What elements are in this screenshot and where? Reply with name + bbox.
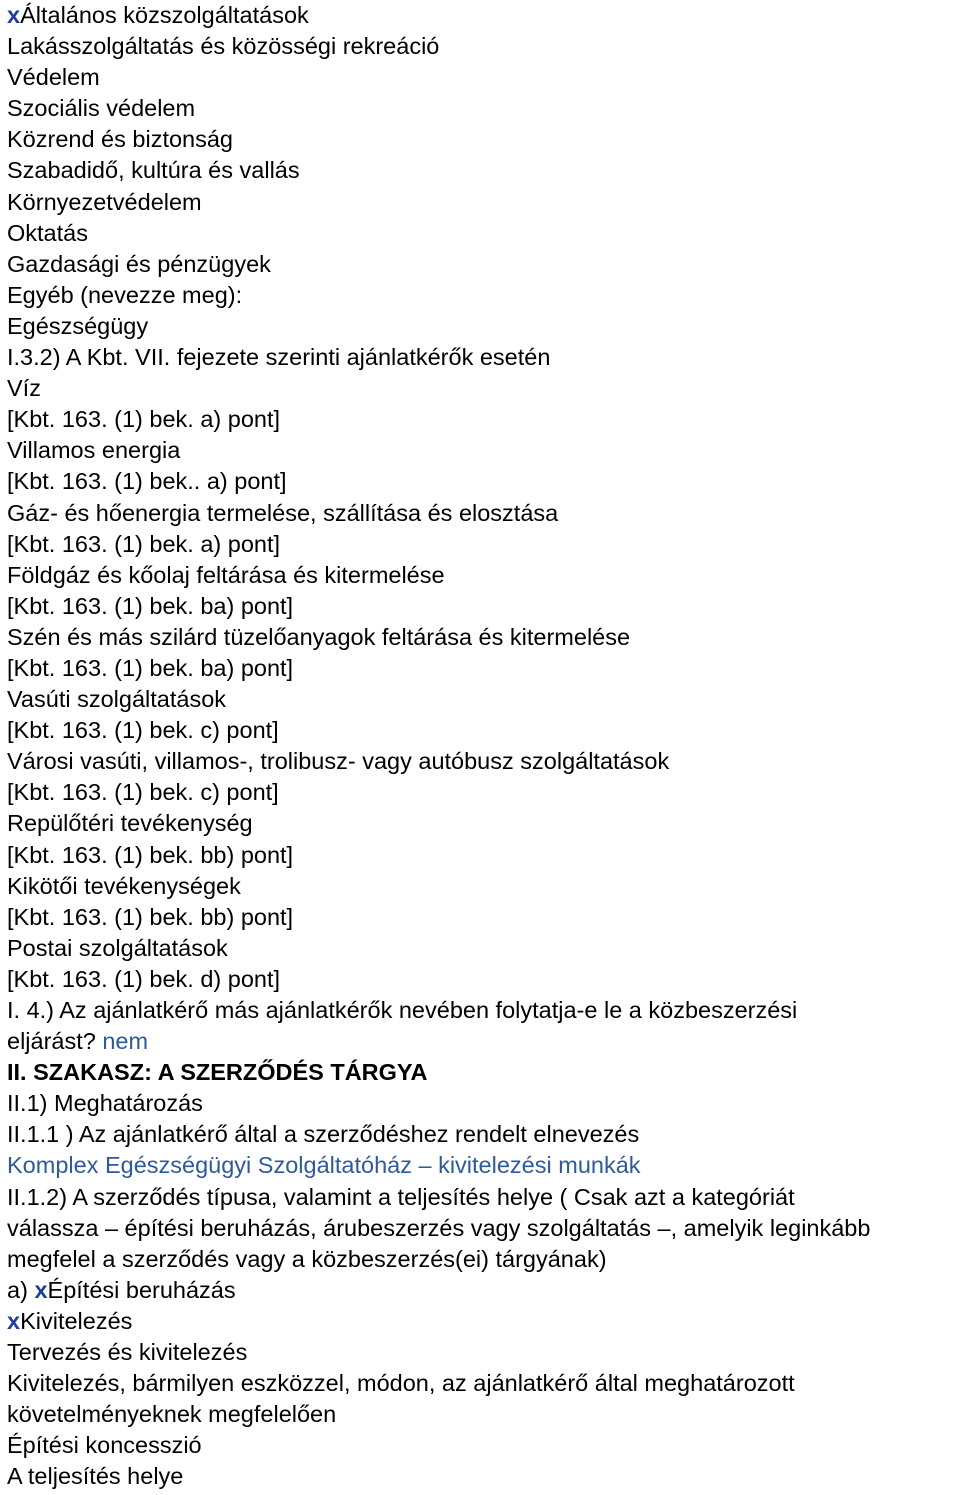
line-text: Általános közszolgáltatások (20, 2, 309, 28)
document-line (7, 1088, 960, 1119)
line-text: II.1.2) A szerződés típusa, valamint a teljesítés helye ( Csak azt a kategóriát (7, 1183, 795, 1210)
line-text: [Kbt. 163. (1) bek.. a) pont] (7, 468, 287, 495)
document-line (7, 311, 960, 342)
line-text: Gáz- és hőenergia termelése, szállítása és elosztása (7, 499, 559, 526)
line-text: I. 4.) Az ajánlatkérő más ajánlatkérők nevében folytatja-e le a közbeszerzési (7, 997, 798, 1023)
document-line (7, 560, 960, 591)
document-line (7, 622, 960, 653)
document-line (7, 373, 960, 404)
section-heading: II. SZAKASZ: A SZERZŐDÉS TÁRGYA (7, 1059, 428, 1086)
line-text: [Kbt. 163. (1) bek. d) pont] (7, 965, 281, 992)
line-text: Lakásszolgáltatás és közösségi rekreáció (7, 33, 440, 60)
line-text: II.1) Meghatározás (7, 1090, 203, 1117)
answer-text: Komplex Egészségügyi Szolgáltatóház – kivitelezési munkák (7, 1152, 641, 1179)
line-text: Egészségügy (7, 312, 149, 339)
line-text: [Kbt. 163. (1) bek. ba) pont] (7, 592, 294, 619)
document-line (7, 1275, 960, 1306)
document-line (7, 1119, 960, 1150)
document-line (7, 653, 960, 684)
document-line (7, 964, 960, 995)
line-text: Szén és más szilárd tüzelőanyagok feltárása és kitermelése (7, 623, 631, 650)
checkbox-mark: x (7, 2, 21, 28)
document-line (7, 466, 960, 497)
line-text: [Kbt. 163. (1) bek. c) pont] (7, 779, 279, 806)
line-text: Környezetvédelem (7, 188, 202, 215)
line-text: A teljesítés helye (7, 1463, 184, 1490)
document-line (7, 31, 960, 62)
line-text: I.3.2) A Kbt. VII. fejezete szerinti ajánlatkérők esetén (7, 344, 551, 371)
document-line (7, 1244, 960, 1275)
document-line (7, 995, 960, 1026)
line-text: [Kbt. 163. (1) bek. bb) pont] (7, 903, 294, 930)
line-text: Postai szolgáltatások (7, 934, 228, 961)
document-line (7, 124, 960, 155)
document-line (7, 1306, 960, 1337)
document-line (7, 1026, 960, 1057)
checkbox-mark: x (34, 1276, 48, 1303)
line-text: Kivitelezés, bármilyen eszközzel, módon, az ajánlatkérő által meghatározott (7, 1370, 795, 1397)
document-line (7, 342, 960, 373)
line-text: Oktatás (7, 219, 88, 246)
line-text: Repülőtéri tevékenység (7, 810, 253, 837)
document-line (7, 1399, 960, 1430)
line-text: [Kbt. 163. (1) bek. a) pont] (7, 406, 281, 433)
document-line (7, 902, 960, 933)
document-line (7, 1150, 960, 1181)
document-line (7, 93, 960, 124)
line-text: válassza – építési beruházás, árubeszerzés vagy szolgáltatás –, amelyik leginkább (7, 1214, 871, 1241)
line-text: eljárást? (7, 1028, 103, 1055)
document-line (7, 155, 960, 186)
line-text: Védelem (7, 64, 100, 91)
line-text: Városi vasúti, villamos-, trolibusz- vagy autóbusz szolgáltatások (7, 748, 670, 775)
document-line (7, 777, 960, 808)
answer-text: nem (102, 1028, 149, 1055)
line-text: Szabadidő, kultúra és vallás (7, 157, 300, 184)
document-line (7, 187, 960, 218)
document-line (7, 280, 960, 311)
document-line (7, 249, 960, 280)
document-line (7, 684, 960, 715)
document-line (7, 591, 960, 622)
document-line (7, 1213, 960, 1244)
document-line (7, 715, 960, 746)
line-text: Földgáz és kőolaj feltárása és kitermelése (7, 561, 445, 588)
line-text: Kivitelezés (20, 1307, 133, 1334)
checkbox-mark: x (7, 1307, 21, 1334)
line-text: [Kbt. 163. (1) bek. c) pont] (7, 717, 279, 744)
line-text: II.1.1 ) Az ajánlatkérő által a szerződéshez rendelt elnevezés (7, 1121, 640, 1148)
line-text: a) (7, 1276, 35, 1303)
document-line (7, 808, 960, 839)
document-line (7, 1461, 960, 1492)
line-text: [Kbt. 163. (1) bek. a) pont] (7, 530, 281, 557)
document-line (7, 1182, 960, 1213)
document-line (7, 218, 960, 249)
line-text: Szociális védelem (7, 95, 196, 122)
line-text: Gazdasági és pénzügyek (7, 250, 271, 277)
document-line (7, 435, 960, 466)
document-line (7, 871, 960, 902)
document-line (7, 1057, 960, 1088)
line-text: Egyéb (nevezze meg): (7, 281, 243, 308)
line-text: Víz (7, 375, 41, 402)
document-line (7, 933, 960, 964)
line-text: Közrend és biztonság (7, 126, 234, 153)
document-line (7, 1368, 960, 1399)
document-line (7, 746, 960, 777)
document-line (7, 1337, 960, 1368)
line-text: Villamos energia (7, 437, 181, 464)
document-line (7, 1430, 960, 1461)
document-line (7, 0, 960, 31)
line-text: megfelel a szerződés vagy a közbeszerzés(ei) tárgyának) (7, 1245, 607, 1272)
document-line (7, 404, 960, 435)
line-text: Építési koncesszió (7, 1432, 202, 1459)
line-text: [Kbt. 163. (1) bek. bb) pont] (7, 841, 294, 868)
line-text: Építési beruházás (47, 1276, 236, 1303)
document-line (7, 62, 960, 93)
line-text: követelményeknek megfelelően (7, 1401, 337, 1428)
document-line (7, 529, 960, 560)
document-line (7, 498, 960, 529)
line-text: Kikötői tevékenységek (7, 872, 241, 899)
document-line (7, 840, 960, 871)
line-text: [Kbt. 163. (1) bek. ba) pont] (7, 654, 294, 681)
line-text: Tervezés és kivitelezés (7, 1339, 248, 1366)
line-text: Vasúti szolgáltatások (7, 686, 227, 713)
